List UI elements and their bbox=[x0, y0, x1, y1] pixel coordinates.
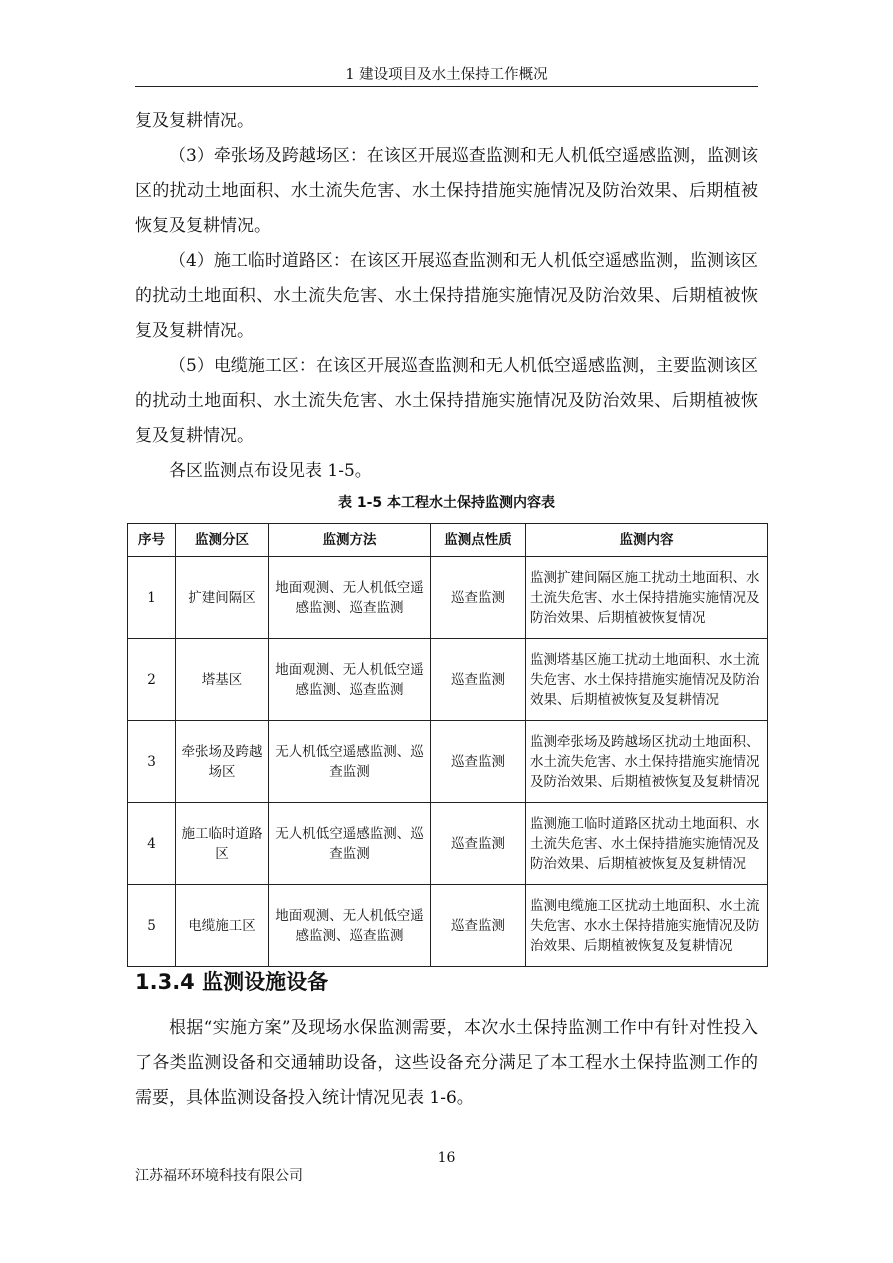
cell-method: 地面观测、无人机低空遥感监测、巡查监测 bbox=[269, 639, 431, 721]
body-text bbox=[135, 104, 758, 489]
column-header: 监测方法 bbox=[269, 524, 431, 557]
cell-method: 无人机低空遥感监测、巡查监测 bbox=[269, 803, 431, 885]
cell-method: 地面观测、无人机低空遥感监测、巡查监测 bbox=[269, 557, 431, 639]
cell-zone: 牵张场及跨越场区 bbox=[176, 721, 269, 803]
cell-zone: 电缆施工区 bbox=[176, 885, 269, 967]
paragraph: （3）牵张场及跨越场区：在该区开展巡查监测和无人机低空遥感监测，监测该区的扰动土地面积、水土流失危害、水土保持措施实施情况及防治效果、后期植被恢复及复耕情况。 bbox=[135, 146, 758, 236]
cell-index: 1 bbox=[128, 557, 176, 639]
cell-point-type: 巡查监测 bbox=[431, 639, 526, 721]
cell-point-type: 巡查监测 bbox=[431, 721, 526, 803]
table-row bbox=[128, 721, 768, 803]
table-row bbox=[128, 639, 768, 721]
cell-index: 2 bbox=[128, 639, 176, 721]
table-caption: 表 1-5 本工程水土保持监测内容表 bbox=[337, 495, 556, 511]
paragraph: （5）电缆施工区：在该区开展巡查监测和无人机低空遥感监测，主要监测该区的扰动土地面积、水土流失危害、水土保持措施实施情况及防治效果、后期植被恢复及复耕情况。 bbox=[135, 356, 758, 446]
cell-index: 5 bbox=[128, 885, 176, 967]
cell-point-type: 巡查监测 bbox=[431, 803, 526, 885]
cell-point-type: 巡查监测 bbox=[431, 885, 526, 967]
monitoring-content-table bbox=[127, 523, 768, 967]
cell-index: 3 bbox=[128, 721, 176, 803]
cell-content: 监测施工临时道路区扰动土地面积、水土流失危害、水土保持措施实施情况及防治效果、后期植被恢复及复耕情况 bbox=[526, 803, 768, 885]
paragraph: （4）施工临时道路区：在该区开展巡查监测和无人机低空遥感监测，监测该区的扰动土地面积、水土流失危害、水土保持措施实施情况及防治效果、后期植被恢复及复耕情况。 bbox=[135, 251, 758, 341]
footer-company: 江苏福环环境科技有限公司 bbox=[135, 1168, 303, 1184]
table-row bbox=[128, 803, 768, 885]
table-row bbox=[128, 885, 768, 967]
column-header: 监测点性质 bbox=[431, 524, 526, 557]
cell-zone: 扩建间隔区 bbox=[176, 557, 269, 639]
cell-method: 无人机低空遥感监测、巡查监测 bbox=[269, 721, 431, 803]
page-number: 16 bbox=[437, 1150, 456, 1166]
cell-index: 4 bbox=[128, 803, 176, 885]
paragraph: 复及复耕情况。 bbox=[135, 111, 254, 131]
paragraph: 根据“实施方案”及现场水保监测需要，本次水土保持监测工作中有针对性投入了各类监测设备和交通辅助设备，这些设备充分满足了本工程水土保持监测工作的需要，具体监测设备投入统计情况见表 1-6。 bbox=[135, 1018, 758, 1108]
table-header-row bbox=[128, 524, 768, 557]
column-header: 序号 bbox=[128, 524, 176, 557]
cell-content: 监测塔基区施工扰动土地面积、水土流失危害、水土保持措施实施情况及防治效果、后期植被恢复及复耕情况 bbox=[526, 639, 768, 721]
cell-content: 监测牵张场及跨越场区扰动土地面积、水土流失危害、水土保持措施实施情况及防治效果、后期植被恢复及复耕情况 bbox=[526, 721, 768, 803]
running-header: 1 建设项目及水土保持工作概况 bbox=[135, 66, 758, 87]
table-row bbox=[128, 557, 768, 639]
cell-method: 地面观测、无人机低空遥感监测、巡查监测 bbox=[269, 885, 431, 967]
section-heading: 1.3.4 监测设施设备 bbox=[135, 970, 329, 994]
cell-point-type: 巡查监测 bbox=[431, 557, 526, 639]
cell-zone: 塔基区 bbox=[176, 639, 269, 721]
column-header: 监测分区 bbox=[176, 524, 269, 557]
column-header: 监测内容 bbox=[526, 524, 768, 557]
paragraph: 各区监测点布设见表 1-5。 bbox=[169, 461, 372, 481]
cell-content: 监测扩建间隔区施工扰动土地面积、水土流失危害、水土保持措施实施情况及防治效果、后期植被恢复情况 bbox=[526, 557, 768, 639]
cell-content: 监测电缆施工区扰动土地面积、水土流失危害、水水土保持措施实施情况及防治效果、后期植被恢复及复耕情况 bbox=[526, 885, 768, 967]
cell-zone: 施工临时道路区 bbox=[176, 803, 269, 885]
body-text-2 bbox=[135, 1011, 758, 1116]
